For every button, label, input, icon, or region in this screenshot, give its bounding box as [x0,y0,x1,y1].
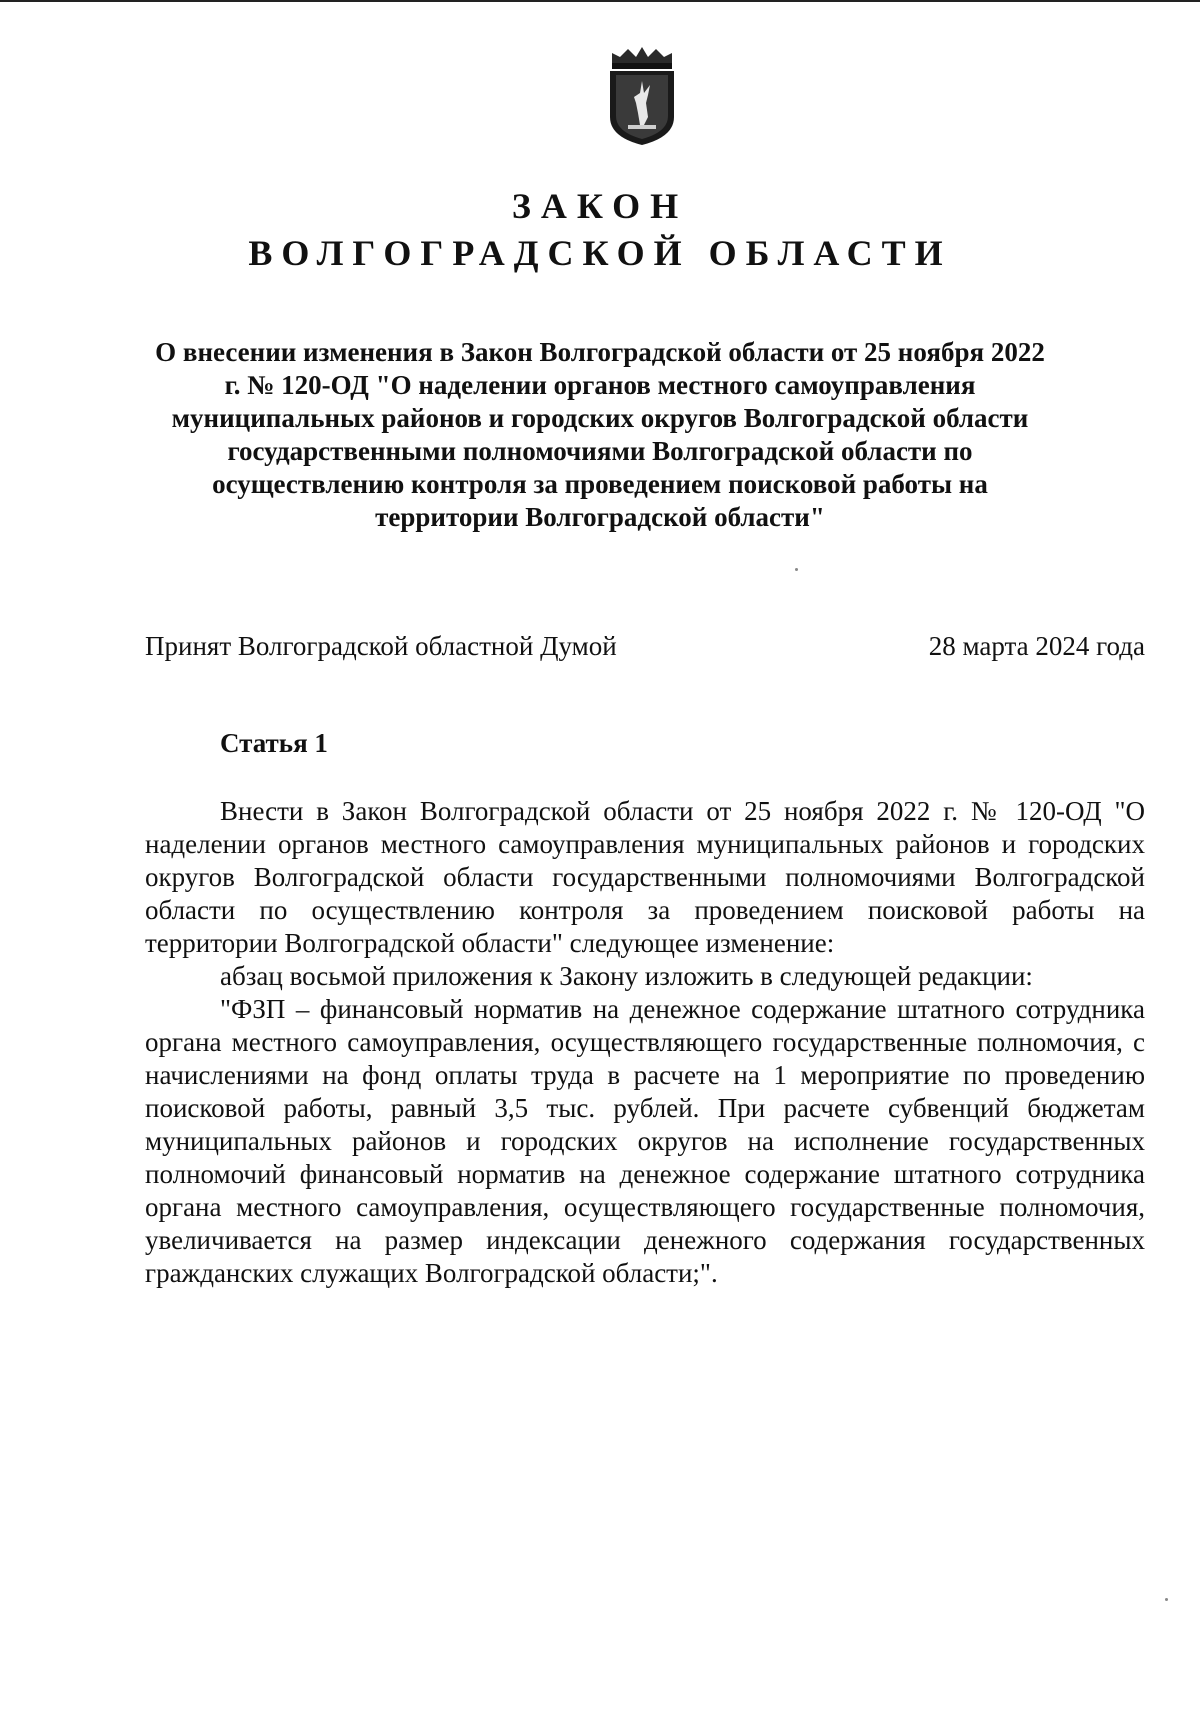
article-paragraph: "ФЗП – финансовый норматив на денежное содержание штатного сотрудника органа местного самоуправления, осуществляющего государственные полномочия, с начислениями на фонд оплаты труда в расчете на 1 мероприятие по проведению поисковой работы, равный 3,5 тыс. рублей. При расчете субвенций бюджетам муниципальных районов и городских округов на исполнение государственных полномочий финансовый норматив на денежное содержание штатного сотрудника органа местного самоуправления, осуществляющего государственные полномочия, увеличивается на размер индексации денежного содержания государственных гражданских служащих Волгоградской области;". [145,994,1145,1288]
scan-speck [1165,1598,1168,1601]
article-heading: Статья 1 [220,728,328,758]
scan-top-border [0,0,1200,2]
article-paragraph: абзац восьмой приложения к Закону изложить в следующей редакции: [220,961,1033,991]
adopted-date: 28 марта 2024 года [928,631,1145,661]
adopted-by: Принят Волгоградской областной Думой [145,631,617,661]
coat-of-arms-icon [604,47,680,147]
adoption-line [145,628,1145,664]
law-subtitle: О внесении изменения в Закон Волгоградской области от 25 ноября 2022 г. № 120-ОД "О наделении органов местного самоуправления муниципальных районов и городских округов Волгоградской области государственными полномочиями Волгоградской области по осуществлению контроля за проведением поисковой работы на территории Волгоградской области" [155,337,1045,532]
article-paragraph: Внести в Закон Волгоградской области от 25 ноября 2022 г. № 120-ОД "О наделении органов местного самоуправления муниципальных районов и городских округов Волгоградской области государственными полномочиями Волгоградской области по осуществлению контроля за проведением поисковой работы на территории Волгоградской области" следующее изменение: [145,796,1145,958]
law-region-title: ВОЛГОГРАДСКОЙ ОБЛАСТИ [248,233,952,273]
article-body [145,795,1145,1290]
law-title: ЗАКОН [511,186,689,226]
scan-speck [795,568,798,571]
